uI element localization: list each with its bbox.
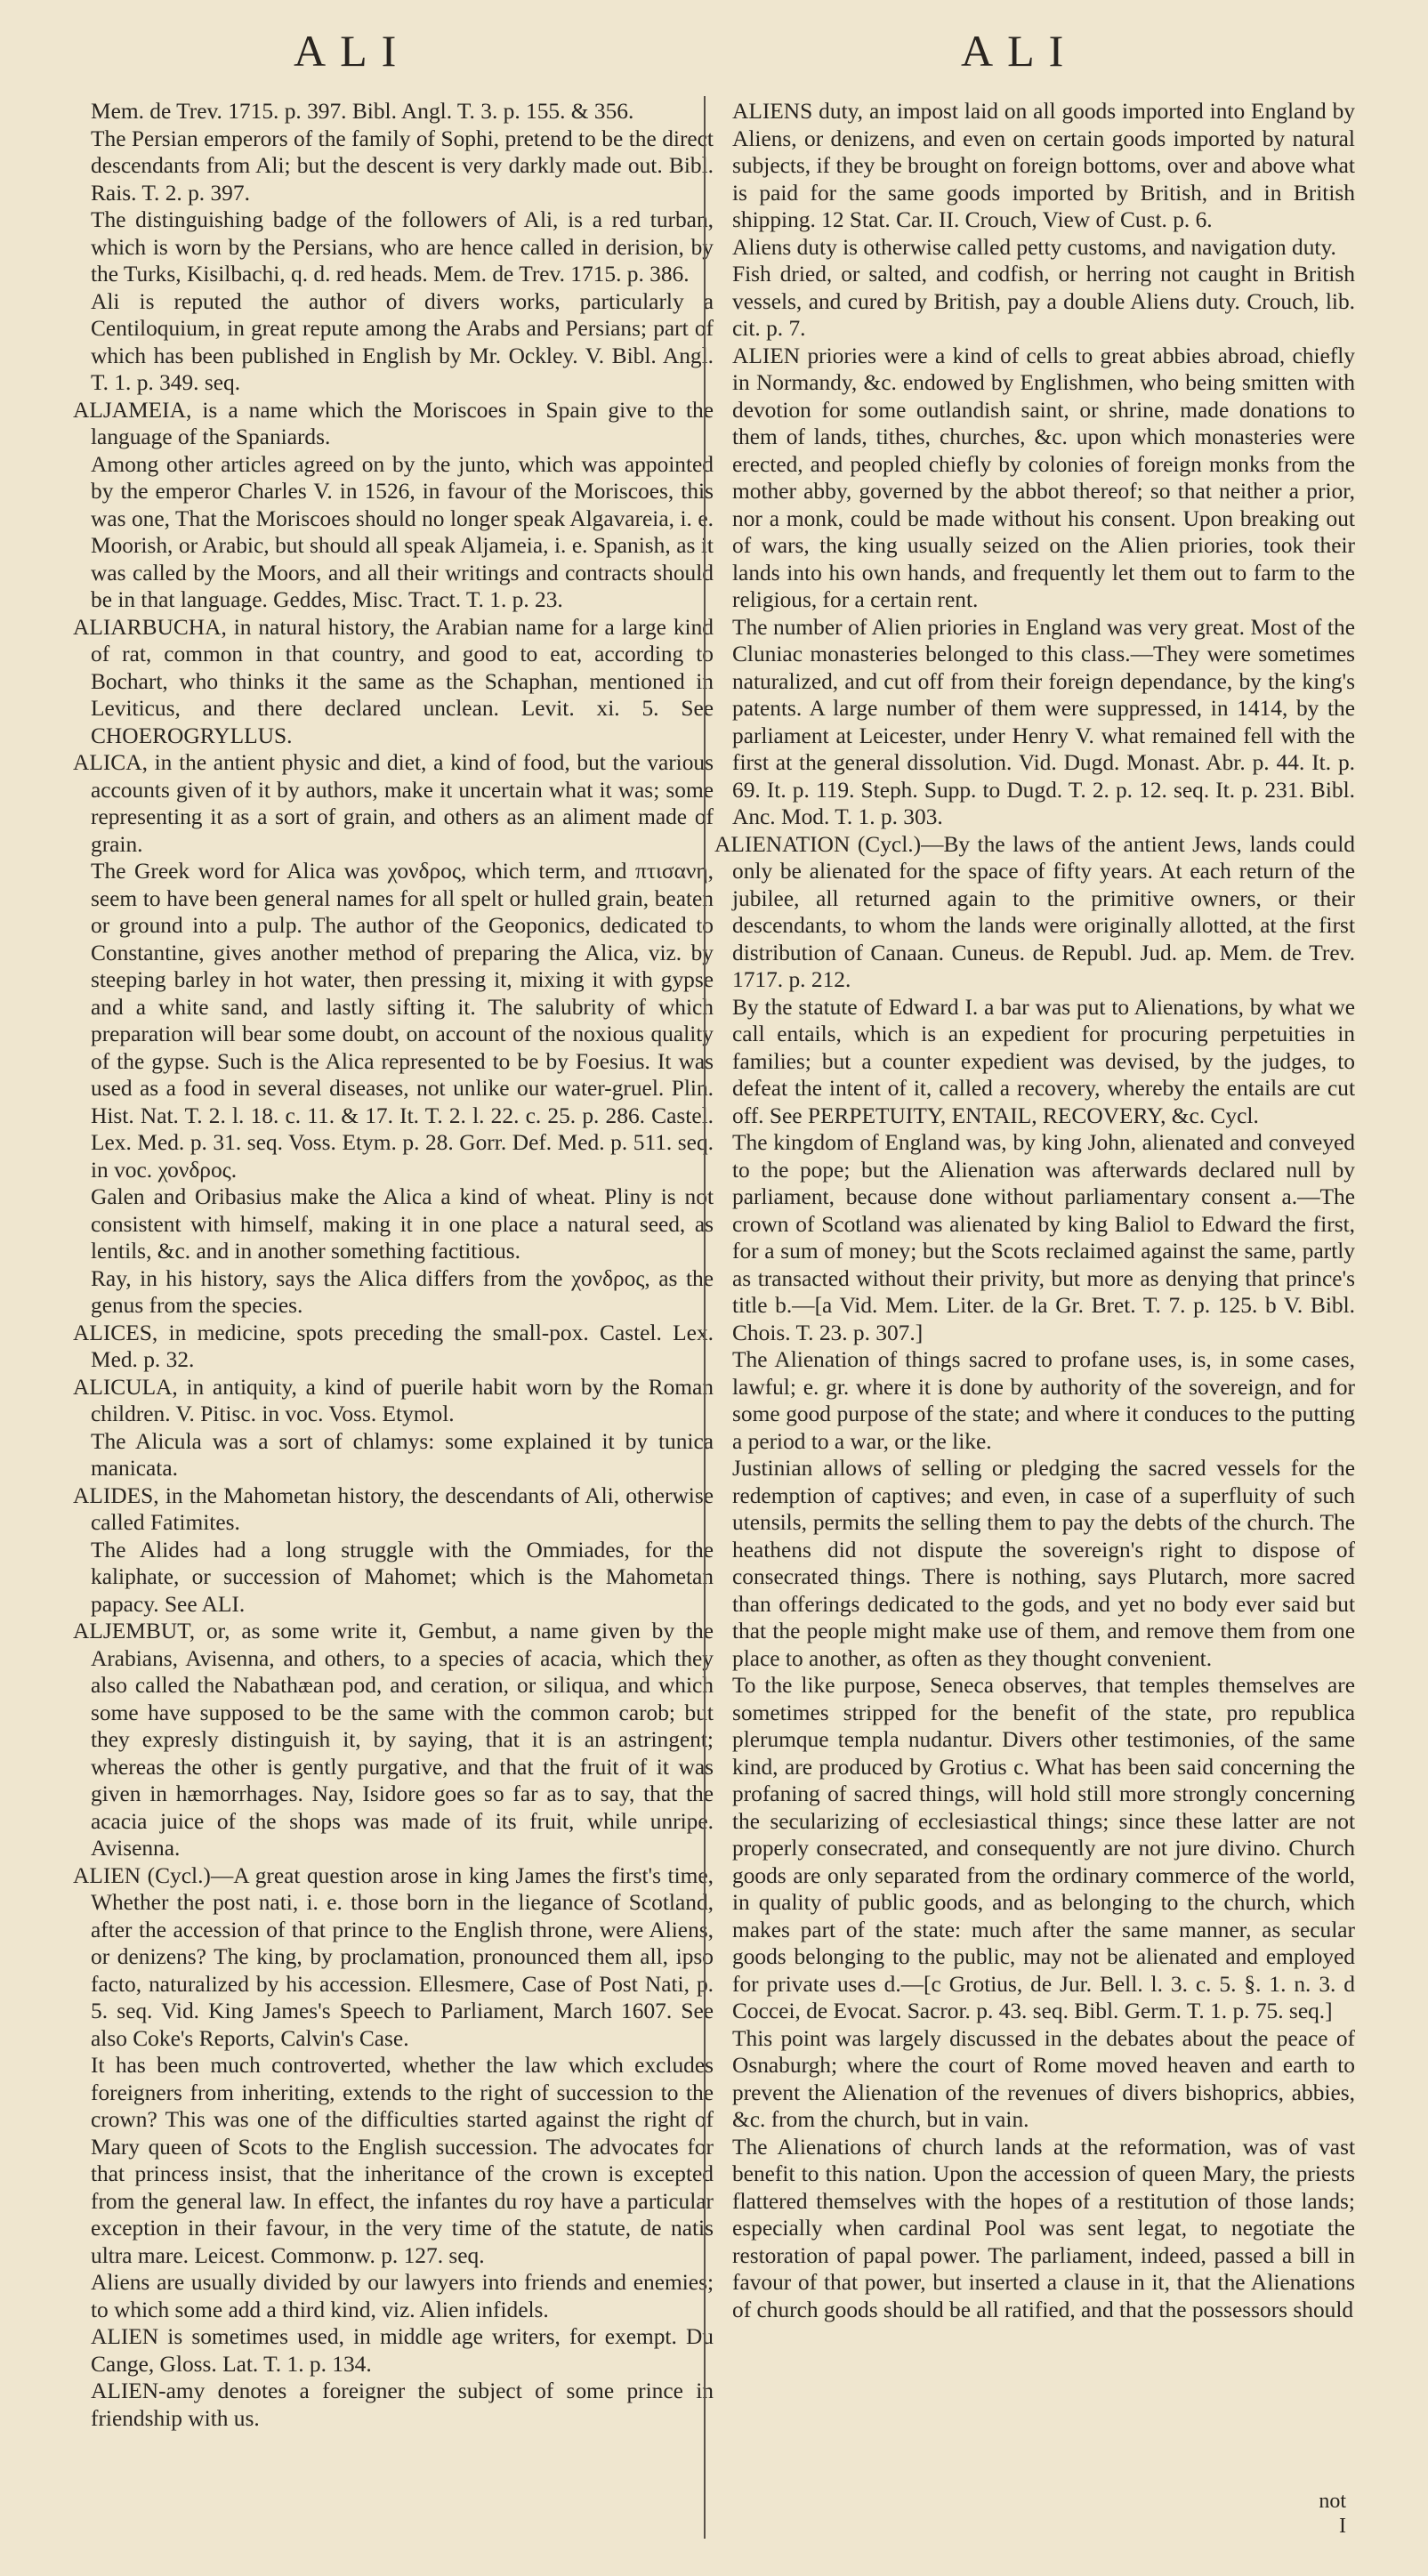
paragraph: The Greek word for Alica was χονδρος, which term, and πτισανη, seem to have been general names for all spelt or hulled grain, beaten or ground into a pulp. The author of the Geoponics, dedicated to Constantine, gives another method of preparing the Alica, viz. by steeping barley in hot water, then pressing it, mixing it with gypse and a white sand, and lastly sifting it. The salubrity of which preparation will bear some doubt, on account of the noxious quality of the gypse. Such is the Alica represented to be by Foesius. It was used as a food in several diseases, not unlike our water-gruel. Plin. Hist. Nat. T. 2. l. 18. c. 11. & 17. It. T. 2. l. 22. c. 25. p. 286. Castel. Lex. Med. p. 31. seq. Voss. Etym. p. 28. Gorr. Def. Med. p. 511. seq. in voc. χονδρος. [91,859,714,1183]
dictionary-entry: ALJAMEIA, is a name which the Moriscoes in Spain give to the language of the Spaniards. [73,397,714,449]
column-divider [704,96,706,2539]
paragraph: Among other articles agreed on by the junto, which was appointed by the emperor Charles V. in 1526, in favour of the Moriscoes, this was one, That the Moriscoes should no longer speak Algavareia, i. e. Moorish, or Arabic, but should all speak Aljameia, i. e. Spanish, as it was called by the Moors, and all their writings and contracts should be in that language. Geddes, Misc. Tract. T. 1. p. 23. [91,451,714,612]
dictionary-entry: ALIENATION (Cycl.)—By the laws of the antient Jews, lands could only be alienated for the space of fifty years. At each return of the jubilee, all returned again to the primitive owners, or their descendants, to whom the lands were originally allotted, at the first distribution of Canaan. Cuneus. de Republ. Jud. ap. Mem. de Trev. 1717. p. 212. [714,831,1355,992]
paragraph: Justinian allows of selling or pledging the sacred vessels for the redemption of captives; and even, in case of a superfluity of such utensils, permits the selling them to pay the debts of the church. The heathens did not dispute the sovereign's right to dispose of consecrated things. There is nothing, says Plutarch, more sacred than offerings dedicated to the gods, and yet no body ever said but that the people might make use of them, and remove them from one place to another, as often as they thought convenient. [732,1456,1355,1671]
paragraph: ALIEN priories were a kind of cells to great abbies abroad, chiefly in Normandy, &c. endowed by Englishmen, who being smitten with devotion for some outlandish saint, or shrine, made donations to them of lands, tithes, churches, &c. upon which monasteries were erected, and peopled chiefly by colonies of foreign monks from the mother abby, governed by the abbot thereof; so that neither a prior, nor a monk, could be made without his consent. Upon breaking out of wars, the king usually seized on the Alien priories, took their lands into his own hands, and frequently let them out to farm to the religious, for a certain rent. [732,343,1355,612]
running-head-right: ALI [961,26,1078,76]
paragraph: The distinguishing badge of the followers of Ali, is a red turban, which is worn by the Persians, who are hence called in derision, by the Turks, Kisilbachi, q. d. red heads. Mem. de Trev. 1715. p. 386. [91,207,714,287]
paragraph: The Alienations of church lands at the reformation, was of vast benefit to this nation. Upon the accession of queen Mary, the priests flattered themselves with the hopes of a restitution of those lands; especially when cardinal Pool was sent legat, to negotiate the restoration of papal power. The parliament, indeed, passed a bill in favour of that power, but inserted a clause in it, that the Alienations of church goods should be all ratified, and that the possessors should [732,2134,1355,2322]
paragraph: Aliens duty is otherwise called petty customs, and navigation duty. [732,234,1336,260]
signature-mark: I [1339,2515,1346,2538]
dictionary-entry: ALICES, in medicine, spots preceding the small-pox. Castel. Lex. Med. p. 32. [73,1320,714,1372]
paragraph: Aliens are usually divided by our lawyers into friends and enemies; to which some add a third kind, viz. Alien infidels. [91,2270,714,2322]
paragraph: ALIEN is sometimes used, in middle age writers, for exempt. Du Cange, Gloss. Lat. T. 1. p. 134. [91,2324,714,2377]
running-head-left: ALI [294,26,411,76]
dictionary-entry: ALICA, in the antient physic and diet, a kind of food, but the various accounts given of it by authors, make it uncertain what it was; some representing it as a sort of grain, and others as an aliment made of grain. [73,750,714,857]
catchword: not [1319,2490,1346,2513]
paragraph: By the statute of Edward I. a bar was put to Alienations, by what we call entails, which is an expedient for procuring perpetuities in families; but a counter expedient was devised, by the judges, to defeat the intent of it, called a recovery, whereby the entails are cut off. See PERPETUITY, ENTAIL, RECOVERY, &c. Cycl. [732,994,1355,1128]
paragraph: The Alienation of things sacred to profane uses, is, in some cases, lawful; e. gr. where it is done by authority of the sovereign, and for some good purpose of the state; and where it conduces to the putting a period to a war, or the like. [732,1347,1355,1454]
paragraph: ALIENS duty, an impost laid on all goods imported into England by Aliens, or denizens, and even on certain goods imported by natural subjects, if they be brought on foreign bottoms, over and above what is paid for the same goods imported by British, and in British shipping. 12 Stat. Car. II. Crouch, View of Cust. p. 6. [732,99,1355,232]
paragraph: The Persian emperors of the family of Sophi, pretend to be the direct descendants from Ali; but the descent is very darkly made out. Bibl. Rais. T. 2. p. 397. [91,125,714,206]
paragraph: This point was largely discussed in the debates about the peace of Osnaburgh; where the court of Rome moved heaven and earth to prevent the Alienation of the revenues of divers bishoprics, abbies, &c. from the church, but in vain. [732,2025,1355,2132]
paragraph: ALIEN-amy denotes a foreigner the subject of some prince in friendship with us. [91,2378,714,2431]
paragraph: To the like purpose, Seneca observes, that temples themselves are sometimes stripped for the benefit of the state, pro republica plerumque templa nudantur. Divers other testimonies, of the same kind, are produced by Grotius c. What has been said concerning the profaning of sacred things, will hold still more strongly concerning the secularizing of ecclesiastical things; since these latter are not properly consecrated, and consequently are not jure divino. Church goods are only separated from the ordinary commerce of the world, in quality of public goods, and as belonging to the church, which makes part of the state: much after the same manner, as secular goods belonging to the public, may not be alienated and employed for private uses d.—[c Grotius, de Jur. Bell. l. 3. c. 5. §. 1. n. 3. d Coccei, de Evocat. Sacror. p. 43. seq. Bibl. Germ. T. 1. p. 75. seq.] [732,1673,1355,2023]
paragraph: It has been much controverted, whether the law which excludes foreigners from inheriting, extends to the right of succession to the crown? This was one of the difficulties started against the right of Mary queen of Scots to the English succession. The advocates for that princess insist, that the inheritance of the crown is excepted from the general law. In effect, the infantes du roy have a particular exception in their favour, in the very time of the statute, de natis ultra mare. Leicest. Commonw. p. 127. seq. [91,2053,714,2268]
paragraph: Mem. de Trev. 1715. p. 397. Bibl. Angl. T. 3. p. 155. & 356. [91,99,634,124]
dictionary-entry: ALICULA, in antiquity, a kind of puerile habit worn by the Roman children. V. Pitisc. in voc. Voss. Etymol. [73,1374,714,1426]
dictionary-entry: ALIARBUCHA, in natural history, the Arabian name for a large kind of rat, common in that country, and good to eat, according to Bochart, who thinks it the same as the Schaphan, mentioned in Leviticus, and there declared unclean. Levit. xi. 5. See CHOEROGRYLLUS. [73,614,714,748]
dictionary-entry: ALIDES, in the Mahometan history, the descendants of Ali, otherwise called Fatimites. [73,1482,714,1535]
right-column [714,98,1355,2323]
left-column [73,98,714,2432]
paragraph: The number of Alien priories in England was very great. Most of the Cluniac monasteries belonged to this class.—They were sometimes naturalized, and cut off from their foreign dependance, by the king's patents. A large number of them were suppressed, in 1414, by the parliament at Leicester, under Henry V. what remained fell with the first at the general dissolution. Vid. Dugd. Monast. Abr. p. 44. It. p. 69. It. p. 119. Steph. Supp. to Dugd. T. 2. p. 12. seq. It. p. 231. Bibl. Anc. Mod. T. 1. p. 303. [732,614,1355,829]
page-footer [1319,2489,1346,2539]
paragraph: The kingdom of England was, by king John, alienated and conveyed to the pope; but the Alienation was afterwards declared null by parliament, because done without parliamentary consent a.—The crown of Scotland was alienated by king Baliol to Edward the first, for a sum of money; but the Scots reclaimed against the same, partly as transacted without their privity, but more as denying that prince's title b.—[a Vid. Mem. Liter. de la Gr. Bret. T. 7. p. 125. b V. Bibl. Chois. T. 23. p. 307.] [732,1130,1355,1345]
paragraph: Galen and Oribasius make the Alica a kind of wheat. Pliny is not consistent with himself, making it in one place a natural seed, as lentils, &c. and in another something factitious. [91,1184,714,1264]
dictionary-entry: ALIEN (Cycl.)—A great question arose in king James the first's time, Whether the post nati, i. e. those born in the liegance of Scotland, after the accession of that prince to the English throne, were Aliens, or denizens? The king, by proclamation, pronounced them all, ipso facto, naturalized by his accession. Ellesmere, Case of Post Nati, p. 5. seq. Vid. King James's Speech to Parliament, March 1607. See also Coke's Reports, Calvin's Case. [73,1862,714,2051]
dictionary-entry: ALJEMBUT, or, as some write it, Gembut, a name given by the Arabians, Avisenna, and others, to a species of acacia, which they also called the Nabathæan pod, and ceration, or siliqua, and which some have supposed to be the same with the common carob; but they expresly distinguish it, by saying, that it is an astringent; whereas the other is gently purgative, and that the fruit of it was given in hæmorrhages. Nay, Isidore goes so far as to say, that the acacia juice of the shops was made of its fruit, while unripe. Avisenna. [73,1619,714,1861]
paragraph: The Alicula was a sort of chlamys: some explained it by tunica manicata. [91,1428,714,1481]
paragraph: Ray, in his history, says the Alica differs from the χονδρος, as the genus from the species. [91,1265,714,1318]
paragraph: Fish dried, or salted, and codfish, or herring not caught in British vessels, and cured by British, pay a double Aliens duty. Crouch, lib. cit. p. 7. [732,262,1355,341]
paragraph: The Alides had a long struggle with the Ommiades, for the kaliphate, or succession of Mahomet; which is the Mahometan papacy. See ALI. [91,1537,714,1617]
paragraph: Ali is reputed the author of divers works, particularly a Centiloquium, in great repute among the Arabs and Persians; part of which has been published in English by Mr. Ockley. V. Bibl. Angl. T. 1. p. 349. seq. [91,288,714,395]
